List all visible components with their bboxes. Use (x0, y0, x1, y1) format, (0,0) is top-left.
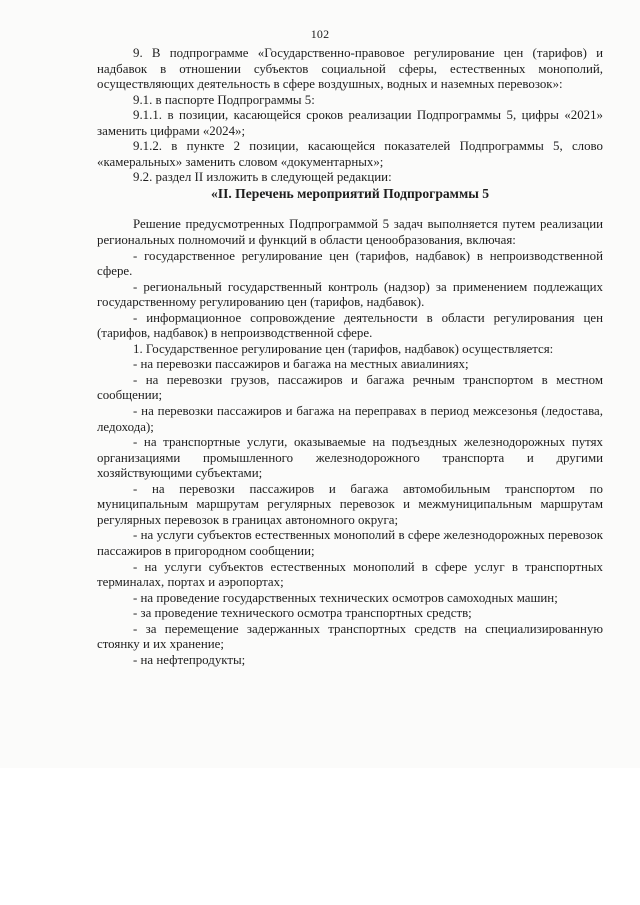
paragraph-9-1: 9.1. в паспорте Подпрограммы 5: (133, 92, 315, 107)
paragraph-9-1-1: 9.1.1. в позиции, касающейся сроков реализации Подпрограммы 5, цифры «2021» заменить цифрами «2024»; (97, 108, 603, 138)
list-item: - на услуги субъектов естественных монополий в сфере железнодорожных перевозок пассажиров в пригородном сообщении; (97, 528, 603, 558)
paragraph-9-2: 9.2. раздел II изложить в следующей редакции: (133, 170, 392, 185)
list-item: - за проведение технического осмотра транспортных средств; (133, 606, 472, 621)
paragraph-1: 1. Государственное регулирование цен (тарифов, надбавок) осуществляется: (133, 341, 554, 356)
list-item: - на транспортные услуги, оказываемые на подъездных железнодорожных путях организациями промышленного железнодорожного транспорта и другими хозяйствующими субъектами; (97, 435, 603, 481)
list-item: - на нефтепродукты; (133, 652, 246, 667)
list-item: - на перевозки грузов, пассажиров и багажа речным транспортом в местном сообщении; (97, 372, 603, 403)
list-item: - на услуги субъектов естественных монополий в сфере услуг в транспортных терминалах, портах и аэропортах; (97, 559, 603, 590)
section-heading: «II. Перечень мероприятий Подпрограммы 5 (210, 185, 490, 201)
list-item: - информационное сопровождение деятельности в области регулирования цен (тарифов, надбавок) в непроизводственной сфере. (97, 310, 603, 341)
blank-area (0, 768, 640, 905)
paragraph-9-1-2: 9.1.2. в пункте 2 позиции, касающейся показателей Подпрограммы 5, слово «камеральных» заменить словом «документарных»; (97, 139, 603, 169)
list-item: - на перевозки пассажиров и багажа на местных авиалиниях; (133, 357, 469, 372)
list-item: - за перемещение задержанных транспортных средств на специализированную стоянку и их хранение; (97, 621, 603, 652)
paragraph-intro: Решение предусмотренных Подпрограммой 5 задач выполняется путем реализации региональных полномочий и функций в области ценообразования, включая: (97, 217, 603, 248)
list-item: - на проведение государственных технических осмотров самоходных машин; (133, 590, 558, 605)
list-item: - на перевозки пассажиров и багажа автомобильным транспортом по муниципальным маршрутам регулярных перевозок и межмуниципальным маршрутам регулярных перевозок в границах автономного округа; (97, 481, 603, 527)
list-item: - региональный государственный контроль (надзор) за применением подлежащих государственному регулированию цен (тарифов, надбавок). (97, 279, 603, 310)
document-body (97, 46, 603, 668)
list-item: - на перевозки пассажиров и багажа на переправах в период межсезонья (ледостава, ледохода); (97, 404, 603, 434)
page-number: 102 (310, 27, 330, 41)
paragraph-9: 9. В подпрограмме «Государственно-правовое регулирование цен (тарифов) и надбавок в отношении субъектов социальной сферы, естественных монополий, осуществляющих деятельность в сфере воздушных, водных и наземных перевозок»: (97, 46, 603, 92)
list-item: - государственное регулирование цен (тарифов, надбавок) в непроизводственной сфере. (97, 248, 603, 279)
